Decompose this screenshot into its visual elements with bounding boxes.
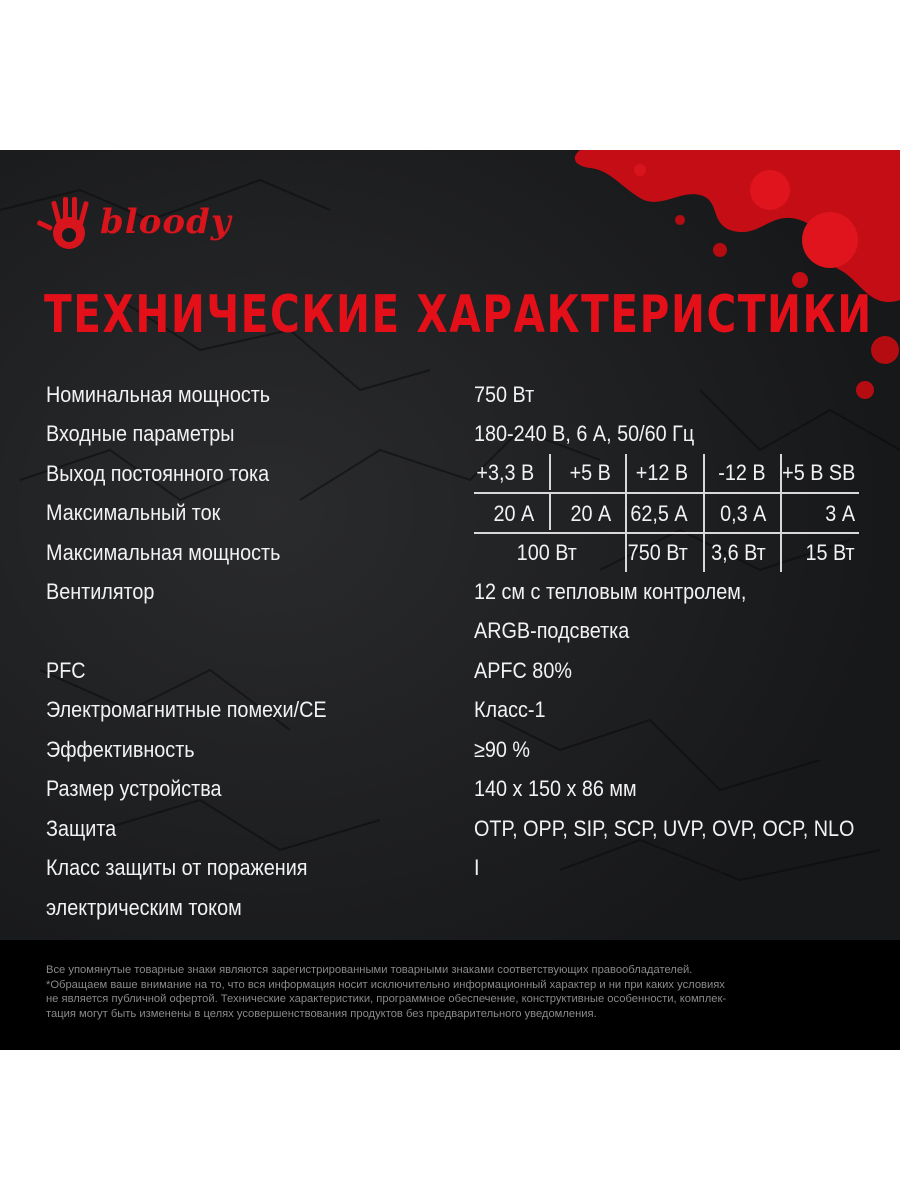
disclaimer-footer	[0, 940, 900, 1050]
spec-value-input: 180-240 В, 6 А, 50/60 Гц	[474, 421, 695, 446]
rail-header: -12 В	[718, 460, 766, 485]
spec-label-size: Размер устройства	[46, 776, 222, 801]
rail-current: 20 А	[570, 501, 611, 526]
rail-power: 3,6 Вт	[711, 540, 766, 565]
spec-label-input: Входные параметры	[46, 421, 235, 446]
rail-header: +5 В	[569, 460, 611, 485]
rail-current: 3 А	[825, 501, 855, 526]
spec-label-dc-output: Выход постоянного тока	[46, 461, 270, 486]
spec-value-pfc: APFC 80%	[474, 658, 572, 683]
spec-value-shock-class: I	[474, 855, 480, 880]
rail-current: 20 А	[493, 501, 534, 526]
dc-output-table	[474, 450, 859, 576]
spec-label-protection: Защита	[46, 816, 117, 841]
spec-label-shock-class-cont: электрическим током	[46, 895, 242, 920]
spec-label-shock-class: Класс защиты от поражения	[46, 855, 308, 880]
disclaimer-text	[46, 963, 866, 1021]
rail-header: +5 В SB	[781, 460, 855, 485]
rail-power: 750 Вт	[627, 540, 688, 565]
rail-power: 100 Вт	[516, 540, 577, 565]
spec-value-protection: OTP, OPP, SIP, SCP, UVP, OVP, OCP, NLO	[474, 816, 855, 841]
table-divider	[703, 454, 705, 572]
disclaimer-line: Все упомянутые товарные знаки являются зарегистрированными товарными знаками соответствующих правообладателей.	[46, 964, 693, 976]
rail-header: +12 В	[635, 460, 688, 485]
rail-header: +3,3 В	[476, 460, 534, 485]
table-divider	[549, 494, 551, 530]
spec-value-size: 140 x 150 x 86 мм	[474, 776, 637, 801]
disclaimer-line: тация могут быть изменены в целях усовершенствования продуктов без предварительного уведомления.	[46, 1007, 597, 1020]
spec-value-emi: Класс-1	[474, 697, 546, 722]
spec-label-pfc: PFC	[46, 658, 86, 683]
spec-label-emi: Электромагнитные помехи/CE	[46, 697, 327, 722]
spec-label-efficiency: Эффективность	[46, 737, 195, 762]
disclaimer-line: *Обращаем ваше внимание на то, что вся информация носит исключительно информационный характер и ни при каких условиях	[46, 978, 725, 991]
spec-label-fan: Вентилятор	[46, 579, 155, 604]
page-title: ТЕХНИЧЕСКИЕ ХАРАКТЕРИСТИКИ	[44, 285, 873, 345]
brand-logo-text: bloody	[100, 202, 232, 242]
red-paint-splash	[470, 150, 900, 410]
table-divider	[474, 532, 859, 534]
table-divider	[549, 454, 551, 490]
rail-current: 0,3 А	[719, 501, 766, 526]
spec-value-efficiency: ≥90 %	[474, 737, 530, 762]
rail-power: 15 Вт	[805, 540, 855, 565]
spec-value-fan-lighting: ARGB-подсветка	[474, 618, 630, 643]
table-divider	[474, 492, 859, 494]
disclaimer-line: не является публичной офертой. Технические характеристики, программное обеспечение, конструктивные особенности, комплек-	[46, 993, 727, 1005]
spec-panel	[0, 150, 900, 1050]
spec-value-fan: 12 см с тепловым контролем,	[474, 579, 747, 604]
spec-label-max-power: Максимальная мощность	[46, 540, 281, 565]
spec-label-max-current: Максимальный ток	[46, 500, 221, 525]
spec-value-rated-power: 750 Вт	[474, 382, 535, 407]
rail-current: 62,5 А	[630, 501, 688, 526]
spec-label-rated-power: Номинальная мощность	[46, 382, 271, 407]
